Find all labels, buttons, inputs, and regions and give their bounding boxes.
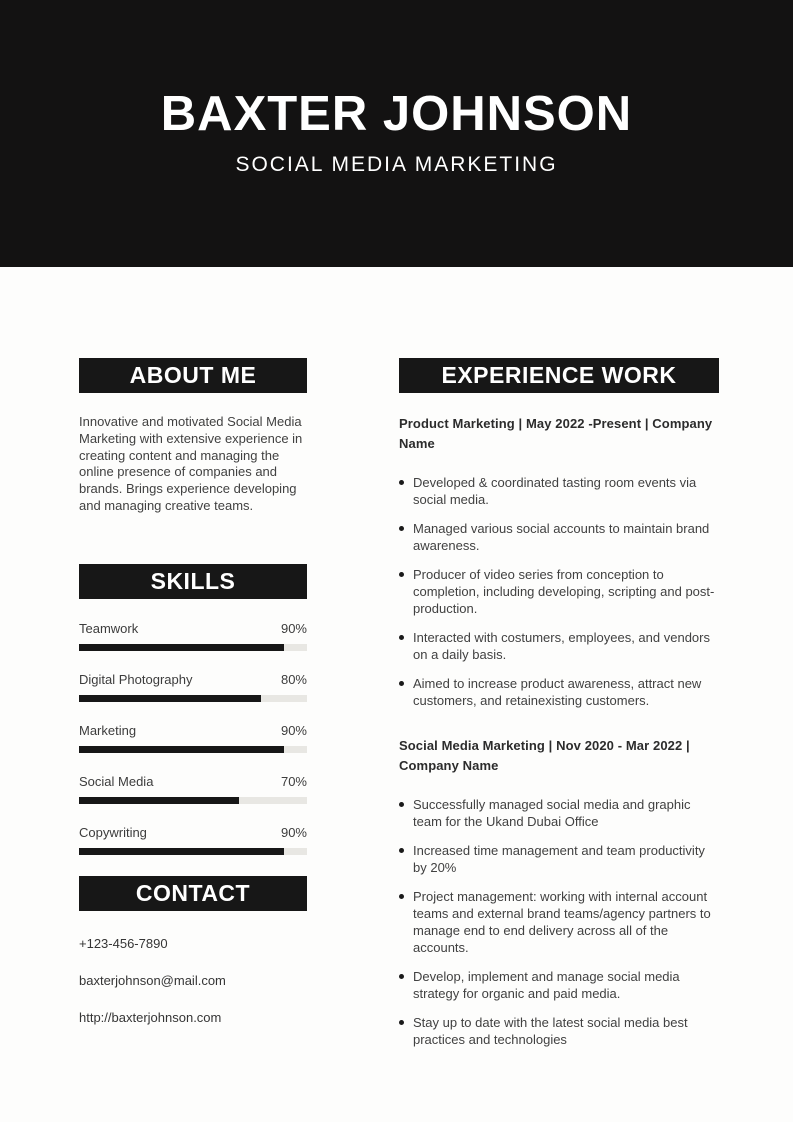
about-text: Innovative and motivated Social Media Marketing with extensive experience in creating content and managing the online presence of companies and brands. Brings experience developing and managing creative teams. xyxy=(79,414,303,513)
skills-section xyxy=(79,564,307,855)
contact-section xyxy=(79,876,307,1026)
skill-bar-fill xyxy=(79,644,284,651)
job-bullet: Managed various social accounts to maintain brand awareness. xyxy=(399,520,719,554)
skill-percent: 70% xyxy=(280,773,307,789)
job-bullet: Aimed to increase product awareness, attract new customers, and retainexisting customers. xyxy=(399,675,719,709)
skill-percent: 90% xyxy=(280,722,307,738)
skill-bar-fill xyxy=(79,746,284,753)
skill-percent: 90% xyxy=(280,824,307,840)
contact-heading: CONTACT xyxy=(79,876,307,911)
skill-bar-track xyxy=(79,797,307,804)
job-entry xyxy=(399,736,719,1048)
skill-bar-track xyxy=(79,848,307,855)
job-title: Social Media Marketing | Nov 2020 - Mar 2022 | Company Name xyxy=(399,738,690,773)
job-bullet: Develop, implement and manage social media strategy for organic and paid media. xyxy=(399,968,719,1002)
skill-bar-fill xyxy=(79,848,284,855)
skill-percent: 90% xyxy=(280,620,307,636)
skill-bar-track xyxy=(79,746,307,753)
job-bullet: Interacted with costumers, employees, and vendors on a daily basis. xyxy=(399,629,719,663)
job-bullet: Successfully managed social media and graphic team for the Ukand Dubai Office xyxy=(399,796,719,830)
contact-email: baxterjohnson@mail.com xyxy=(79,972,226,988)
contact-phone: +123-456-7890 xyxy=(79,935,168,951)
skills-heading: SKILLS xyxy=(79,564,307,599)
about-section xyxy=(79,358,307,515)
skill-label: Marketing xyxy=(79,722,137,738)
experience-section xyxy=(399,358,719,1060)
contact-website: http://baxterjohnson.com xyxy=(79,1009,222,1025)
skill-row xyxy=(79,774,307,804)
job-title: Product Marketing | May 2022 -Present | Company Name xyxy=(399,416,713,451)
skill-row xyxy=(79,621,307,651)
job-bullet: Stay up to date with the latest social media best practices and technologies xyxy=(399,1014,719,1048)
job-bullets xyxy=(399,796,719,1048)
job-bullet: Developed & coordinated tasting room events via social media. xyxy=(399,474,719,508)
about-heading: ABOUT ME xyxy=(79,358,307,393)
skill-label: Copywriting xyxy=(79,824,147,840)
skill-row xyxy=(79,672,307,702)
skill-bar-fill xyxy=(79,695,261,702)
job-bullet: Increased time management and team productivity by 20% xyxy=(399,842,719,876)
skill-bar-track xyxy=(79,644,307,651)
skill-label: Digital Photography xyxy=(79,671,193,687)
skill-bar-track xyxy=(79,695,307,702)
resume-body xyxy=(0,267,793,1060)
skill-row xyxy=(79,825,307,855)
job-bullets xyxy=(399,474,719,709)
experience-heading: EXPERIENCE WORK xyxy=(399,358,719,393)
skill-row xyxy=(79,723,307,753)
job-bullet: Producer of video series from conception to completion, including developing, scripting and post-production. xyxy=(399,566,719,617)
contact-list xyxy=(79,935,307,1026)
header xyxy=(0,0,793,267)
skills-list xyxy=(79,621,307,855)
skill-bar-fill xyxy=(79,797,239,804)
person-title: SOCIAL MEDIA MARKETING xyxy=(235,152,558,176)
skill-percent: 80% xyxy=(280,671,307,687)
person-name: BAXTER JOHNSON xyxy=(160,87,633,141)
job-entry xyxy=(399,414,719,709)
skill-label: Social Media xyxy=(79,773,154,789)
job-bullet: Project management: working with internal account teams and external brand teams/agency partners to manage end to end delivery across all of the accounts. xyxy=(399,888,719,956)
skill-label: Teamwork xyxy=(79,620,139,636)
left-column xyxy=(79,358,307,1060)
